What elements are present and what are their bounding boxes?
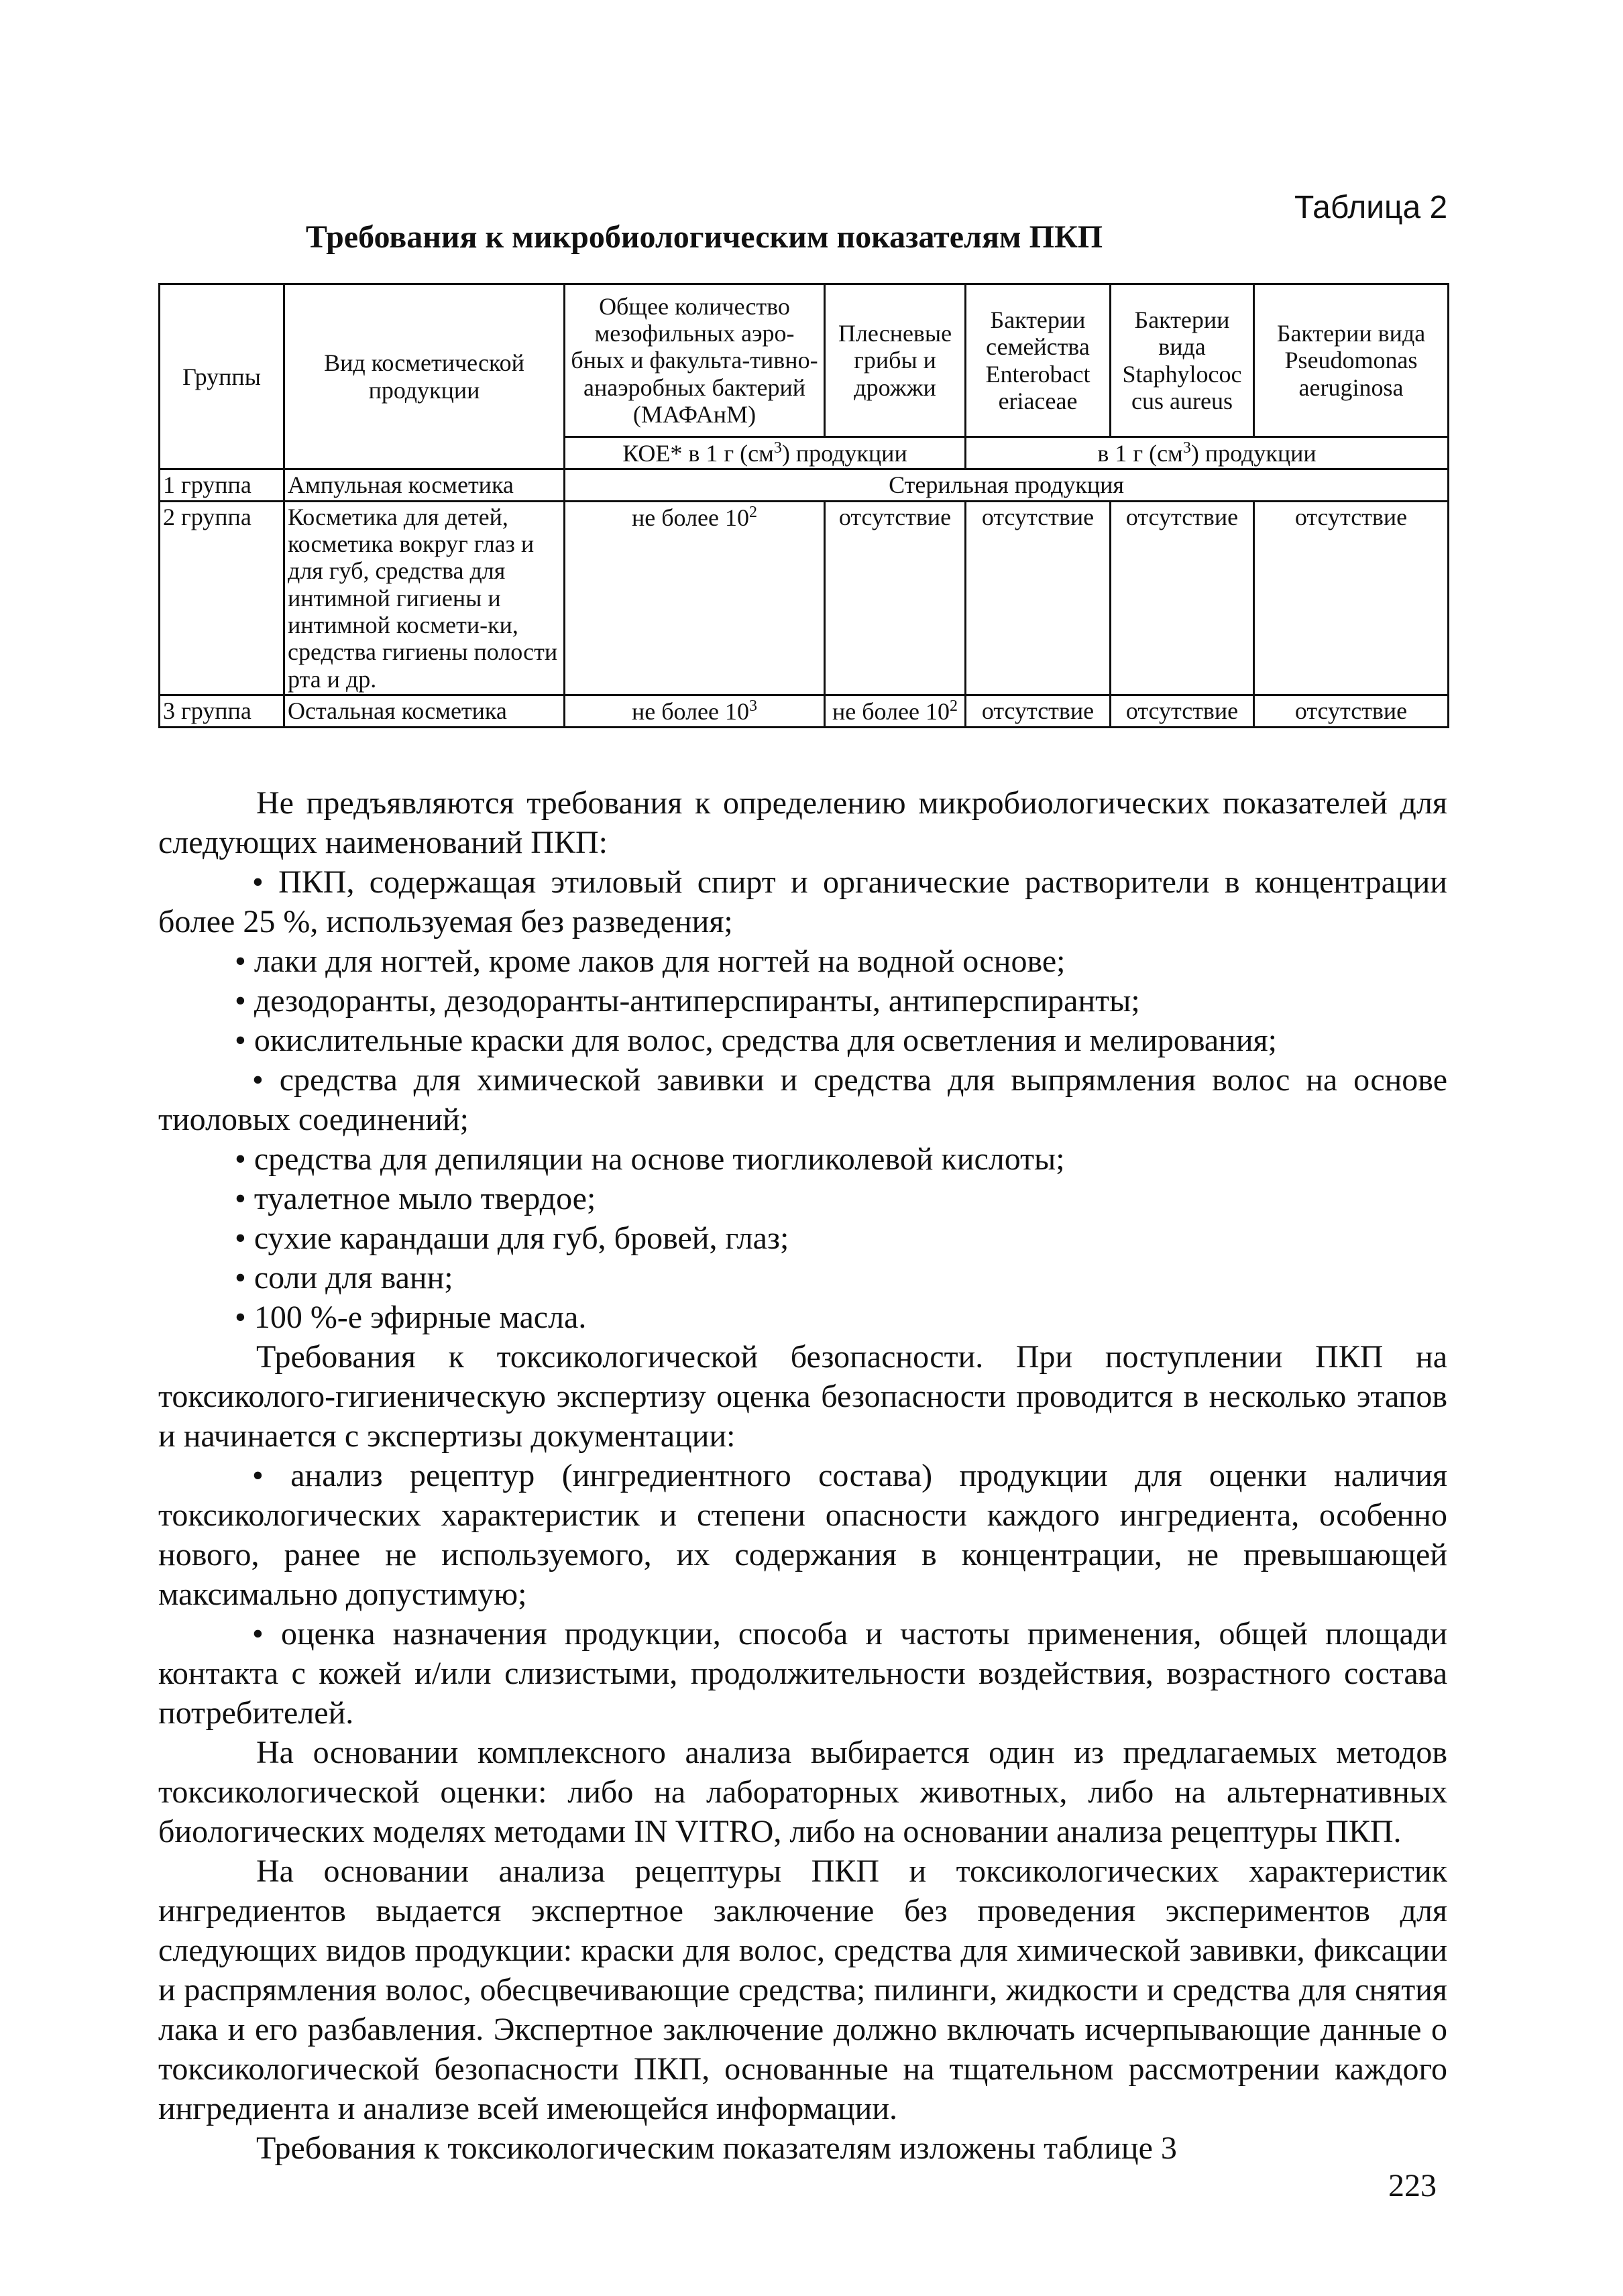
table-title: Требования к микробиологическим показателям ПКП — [305, 219, 1103, 255]
exemption-intro: Не предъявляются требования к определению микробиологических показателей для следующих наименований ПКП: — [158, 785, 1447, 860]
staph-cell: отсутствие — [1111, 695, 1254, 727]
header-enterobacteriaceae: Бактерии семейства Enterobact eriaceae — [966, 284, 1111, 437]
molds-cell: не более $10^2$ — [825, 695, 966, 727]
table-label: Таблица 2 — [1294, 190, 1448, 225]
units-cfu: КОЕ* в 1 г $(см^3)$ продукции — [565, 437, 966, 469]
tox-intro: Требования к токсикологической безопасности. При поступлении ПКП на токсиколого-гигиеническую экспертизу оценка безопасности проводится в несколько этапов и начинается с экспертизы документации: — [158, 1339, 1447, 1454]
group-cell: 1 группа — [160, 469, 284, 501]
body-text — [158, 783, 1447, 2168]
mafanm-cell: не более $10^3$ — [565, 695, 825, 727]
exemption-item: • средства для химической завивки и средства для выпрямления волос на основе тиоловых соединений; — [158, 1062, 1447, 1137]
product-cell: Косметика для детей, косметика вокруг глаз и для губ, средства для интимной гигиены и интимной космети-ки, средства гигиены полости рта и др. — [284, 501, 565, 695]
product-cell: Ампульная косметика — [284, 469, 565, 501]
table-row — [160, 501, 1449, 695]
table-row — [160, 695, 1449, 727]
tox-step: • анализ рецептур (ингредиентного состава) продукции для оценки наличия токсикологических характеристик и степени опасности каждого ингредиента, особенно нового, ранее не используемого, их содержания в концентрации, не превышающей максимально допустимую; — [158, 1458, 1448, 1612]
header-mafanm: Общее количество мезофильных аэро-бных и факульта-тивно-анаэробных бактерий (МАФАнМ) — [565, 284, 825, 437]
exemption-item: • окислительные краски для волос, средства для осветления и мелирования; — [235, 1023, 1277, 1058]
product-cell: Остальная косметика — [284, 695, 565, 727]
exemption-item: • туалетное мыло твердое; — [235, 1181, 596, 1216]
group-cell: 2 группа — [160, 501, 284, 695]
table3-reference: Требования к токсикологическим показателям изложены таблице 3 — [256, 2130, 1177, 2166]
page-number: 223 — [1388, 2168, 1437, 2203]
group-cell: 3 группа — [160, 695, 284, 727]
entero-cell: отсутствие — [966, 501, 1111, 695]
mafanm-cell: не более $10^2$ — [565, 501, 825, 695]
exemption-item: • 100 %-е эфирные масла. — [235, 1300, 587, 1335]
pseudo-cell: отсутствие — [1254, 501, 1449, 695]
table-row — [160, 469, 1449, 501]
header-pseudomonas: Бактерии вида Pseudomonas aeruginosa — [1254, 284, 1449, 437]
sterile-product-cell: Стерильная продукция — [565, 469, 1449, 501]
exemption-item: • сухие карандаши для губ, бровей, глаз; — [235, 1220, 789, 1256]
units-per-gram: в 1 г $(см^3)$ продукции — [966, 437, 1449, 469]
header-product-type: Вид косметической продукции — [284, 284, 565, 469]
header-molds: Плесневые грибы и дрожжи — [825, 284, 966, 437]
pseudo-cell: отсутствие — [1254, 695, 1449, 727]
header-staphylococcus: Бактерии вида Staphylococ cus aureus — [1111, 284, 1254, 437]
molds-cell: отсутствие — [825, 501, 966, 695]
table-header-row — [160, 284, 1449, 437]
exemption-item: • соли для ванн; — [235, 1260, 453, 1296]
tox-step: • оценка назначения продукции, способа и частоты применения, общей площади контакта с кожей и/или слизистыми, продолжительности воздействия, возрастного состава потребителей. — [158, 1616, 1448, 1731]
header-groups: Группы — [160, 284, 284, 469]
microbiology-requirements-table — [158, 283, 1449, 728]
entero-cell: отсутствие — [966, 695, 1111, 727]
exemption-item: • средства для депиляции на основе тиогликолевой кислоты; — [235, 1141, 1065, 1177]
exemption-item: • дезодоранты, дезодоранты-антиперспиранты, антиперспиранты; — [235, 983, 1140, 1019]
exemption-item: • лаки для ногтей, кроме лаков для ногтей на водной основе; — [235, 943, 1066, 979]
staph-cell: отсутствие — [1111, 501, 1254, 695]
expert-paragraph: На основании анализа рецептуры ПКП и токсикологических характеристик ингредиентов выдается экспертное заключение без проведения экспериментов для следующих видов продукции: краски для волос, средства для химической завивки, фиксации и распрямления волос, обесцвечивающие средства; пилинги, жидкости и средства для снятия лака и его разбавления. Экспертное заключение должно включать исчерпывающие данные о токсикологической безопасности ПКП, основанные на тщательном рассмотрении каждого ингредиента и анализе всей имеющейся информации. — [158, 1853, 1447, 2126]
methods-paragraph: На основании комплексного анализа выбирается один из предлагаемых методов токсикологической оценки: либо на лабораторных животных, либо на альтернативных биологических моделях методами IN VITRO, либо на основании анализа рецептуры ПКП. — [158, 1735, 1447, 1849]
exemption-item: • ПКП, содержащая этиловый спирт и органические растворители в концентрации более 25 %, используемая без разведения; — [158, 864, 1447, 939]
